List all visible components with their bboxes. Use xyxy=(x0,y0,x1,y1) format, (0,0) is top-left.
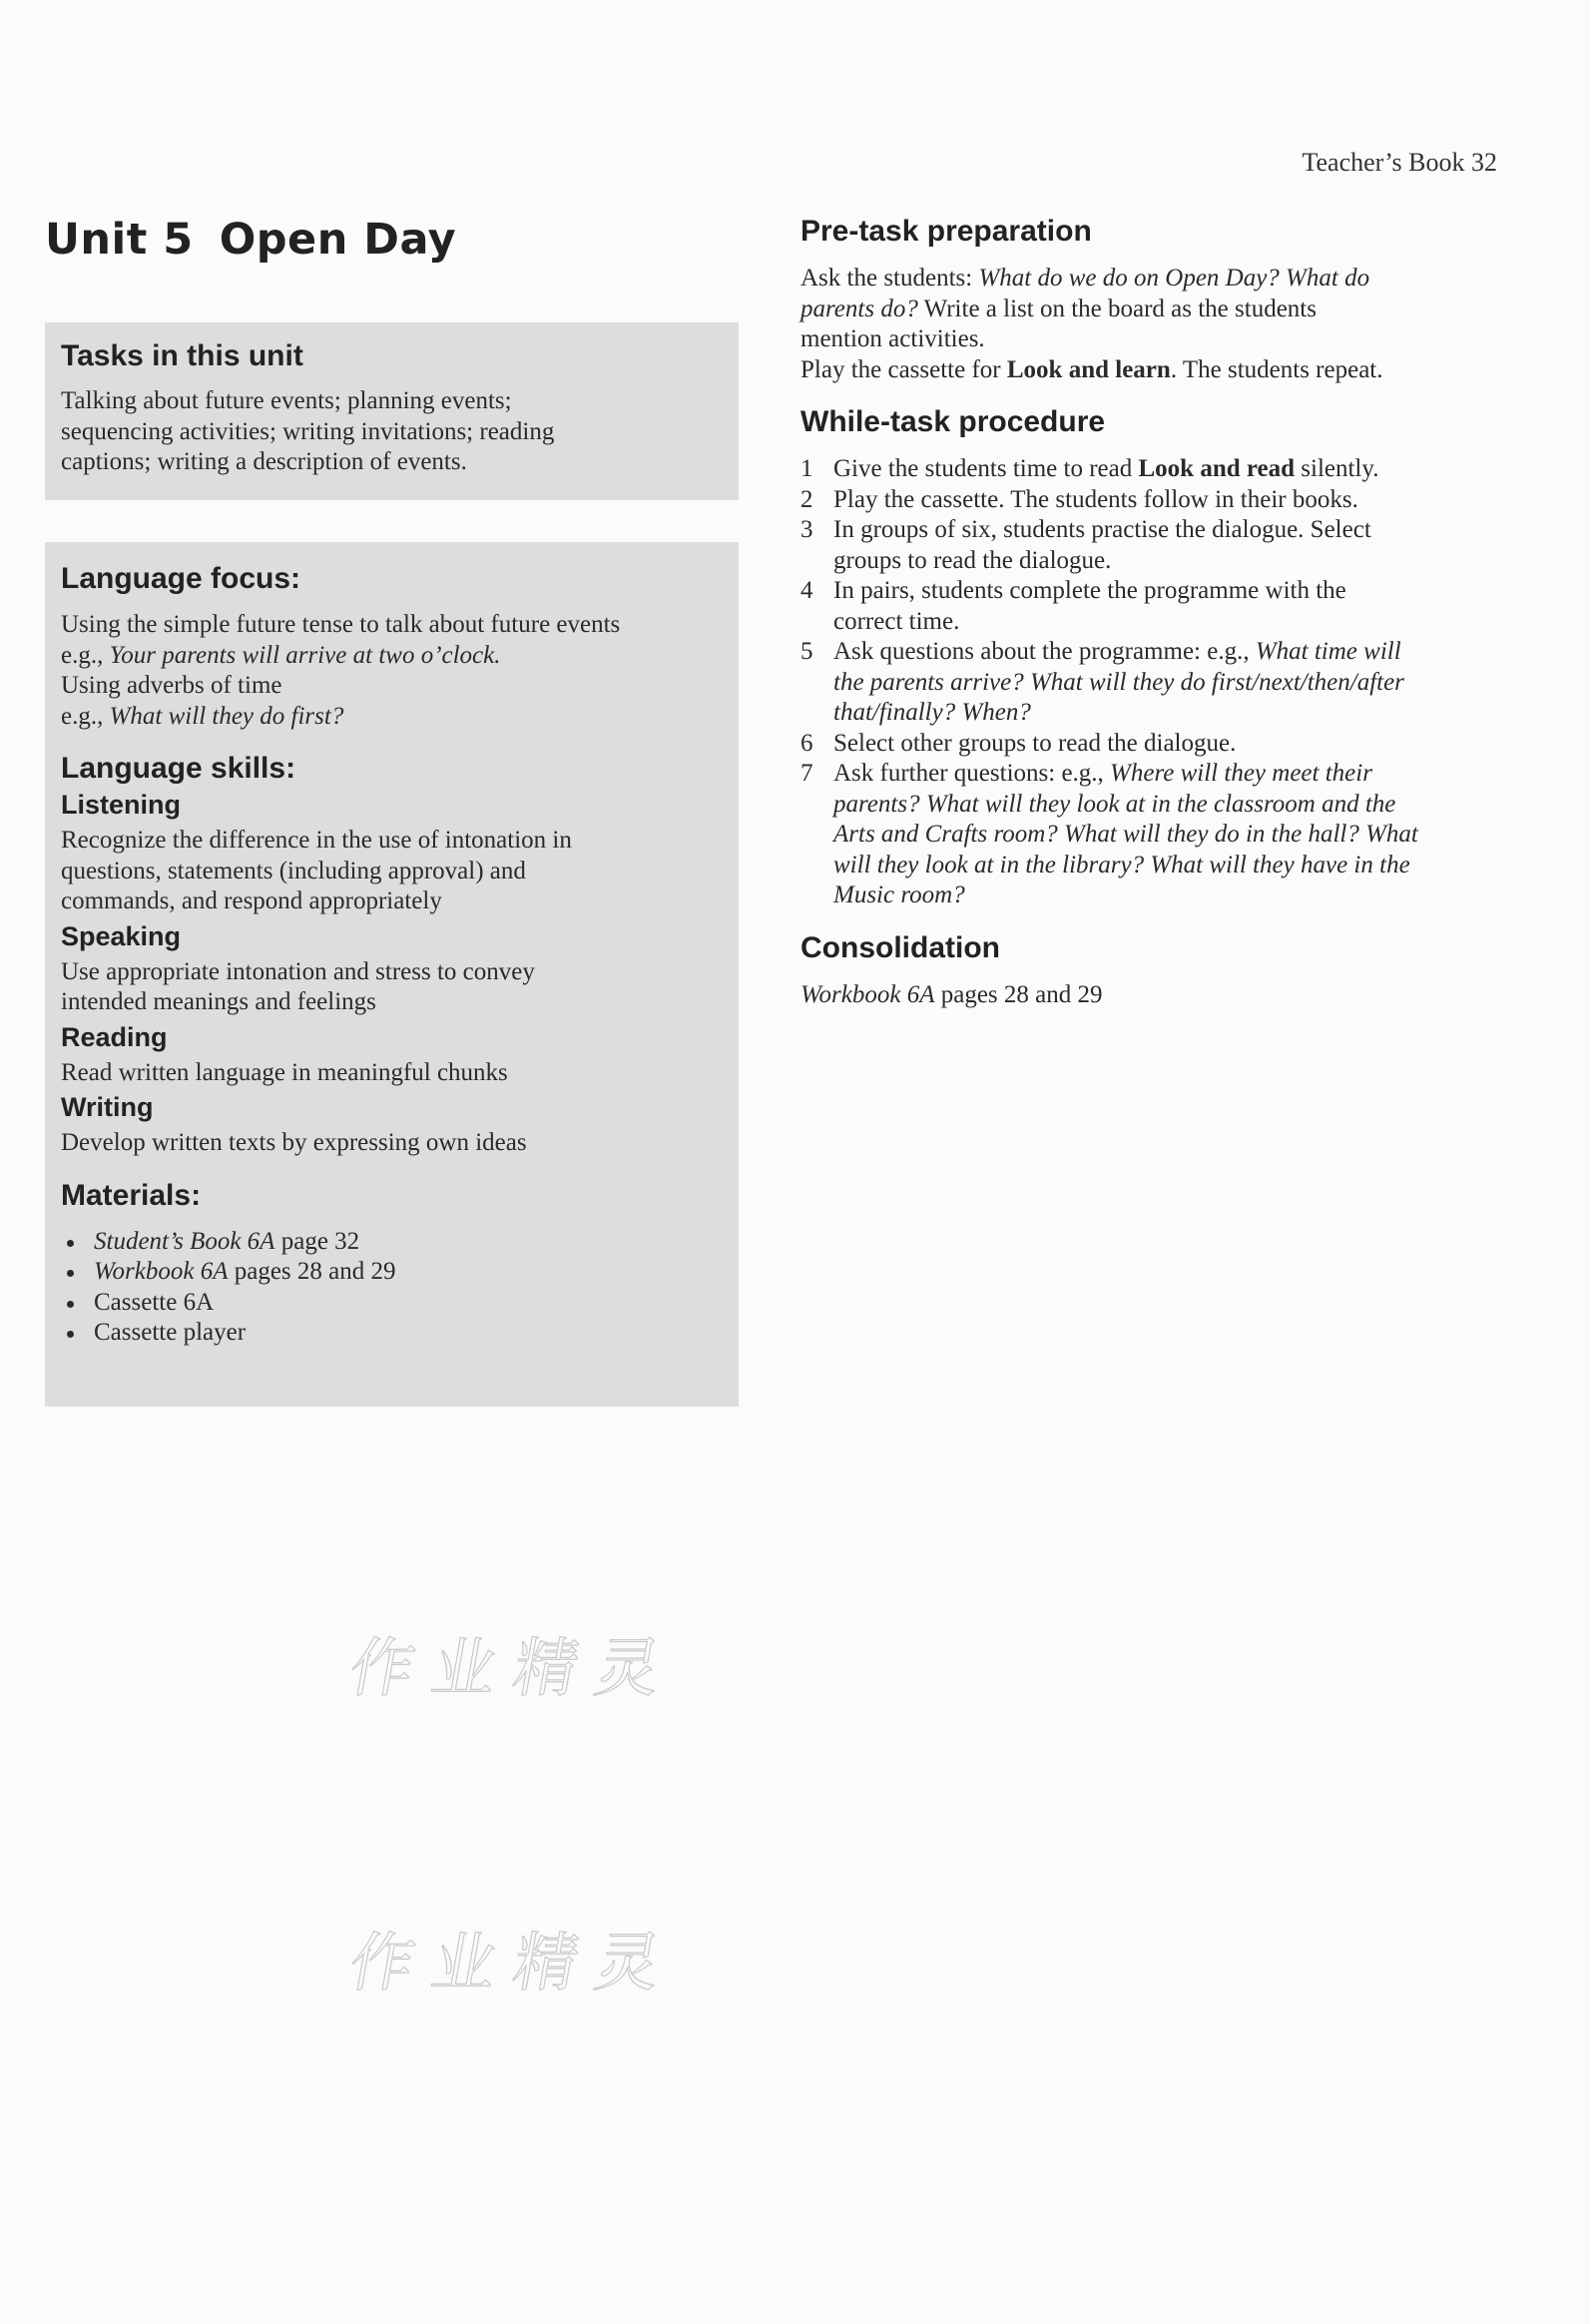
language-skills-heading: Language skills: xyxy=(61,752,296,785)
unit-name: Open Day xyxy=(219,215,457,265)
pre-task-heading: Pre-task preparation xyxy=(800,215,1092,248)
consolidation-heading: Consolidation xyxy=(800,930,1000,964)
listening-heading: Listening xyxy=(61,790,181,820)
materials-heading: Materials: xyxy=(61,1178,202,1212)
writing-heading: Writing xyxy=(61,1092,154,1122)
language-focus-heading: Language focus: xyxy=(61,562,301,595)
while-task-section xyxy=(800,405,1509,911)
page-header: Teacher’s Book 32 xyxy=(1302,148,1497,177)
list-item: Student’s Book 6A page 32 xyxy=(61,1227,723,1258)
writing-text: Develop written texts by expressing own ideas xyxy=(61,1129,527,1156)
pre-task-section xyxy=(800,215,1509,385)
watermark: 作业精灵 xyxy=(343,1632,685,1706)
list-item: Cassette 6A xyxy=(61,1288,723,1319)
language-box xyxy=(45,542,739,1407)
procedure-list xyxy=(800,454,1509,911)
listening-text: Recognize the difference in the use of intonation in questions, statements (including approval) and commands, and respond appropriately xyxy=(61,827,572,914)
list-item: Cassette player xyxy=(61,1318,723,1349)
while-task-heading: While-task procedure xyxy=(800,405,1106,438)
list-item: Workbook 6A pages 28 and 29 xyxy=(61,1257,723,1288)
tasks-text: Talking about future events; planning events; sequencing activities; writing invitations; reading captions; writing a description of events. xyxy=(61,387,555,475)
tasks-box xyxy=(45,322,739,500)
consolidation-text: Workbook 6A pages 28 and 29 xyxy=(800,980,1103,1008)
right-column xyxy=(800,215,1509,1030)
language-focus-text: Using the simple future tense to talk about future events e.g., Your parents will arrive at two o’clock. Using adverbs of time e.g., What will they do first? xyxy=(61,611,621,730)
speaking-heading: Speaking xyxy=(61,920,182,951)
tasks-heading: Tasks in this unit xyxy=(61,339,303,372)
unit-number: Unit 5 xyxy=(45,215,194,265)
watermark: 作业精灵 xyxy=(343,1927,685,2001)
reading-text: Read written language in meaningful chunks xyxy=(61,1058,508,1086)
list-item: 4 In pairs, students complete the programme with the correct time. xyxy=(800,577,1346,635)
list-item: 1 Give the students time to read Look and read silently. xyxy=(800,455,1379,482)
pre-task-text: Ask the students: What do we do on Open Day? What do parents do? Write a list on the board as the students mention activities. Play the cassette for Look and learn. The students repeat. xyxy=(800,265,1383,383)
list-item: 7 Ask further questions: e.g., Where will they meet their parents? What will they look at in the classroom and the Arts and Crafts room? What will they do in the hall? What will they look at in the library? What will they have in the Music room? xyxy=(800,760,1418,908)
list-item: 2 Play the cassette. The students follow in their books. xyxy=(800,485,1358,513)
reading-heading: Reading xyxy=(61,1021,168,1052)
unit-title xyxy=(45,215,456,265)
consolidation-section xyxy=(800,931,1509,1011)
list-item: 5 Ask questions about the programme: e.g., What time will the parents arrive? What will they do first/next/then/after that/finally? When? xyxy=(800,638,1404,726)
list-item: 3 In groups of six, students practise the dialogue. Select groups to read the dialogue. xyxy=(800,516,1371,574)
list-item: 6 Select other groups to read the dialogue. xyxy=(800,729,1237,757)
speaking-text: Use appropriate intonation and stress to convey intended meanings and feelings xyxy=(61,957,535,1015)
materials-list xyxy=(61,1227,723,1349)
